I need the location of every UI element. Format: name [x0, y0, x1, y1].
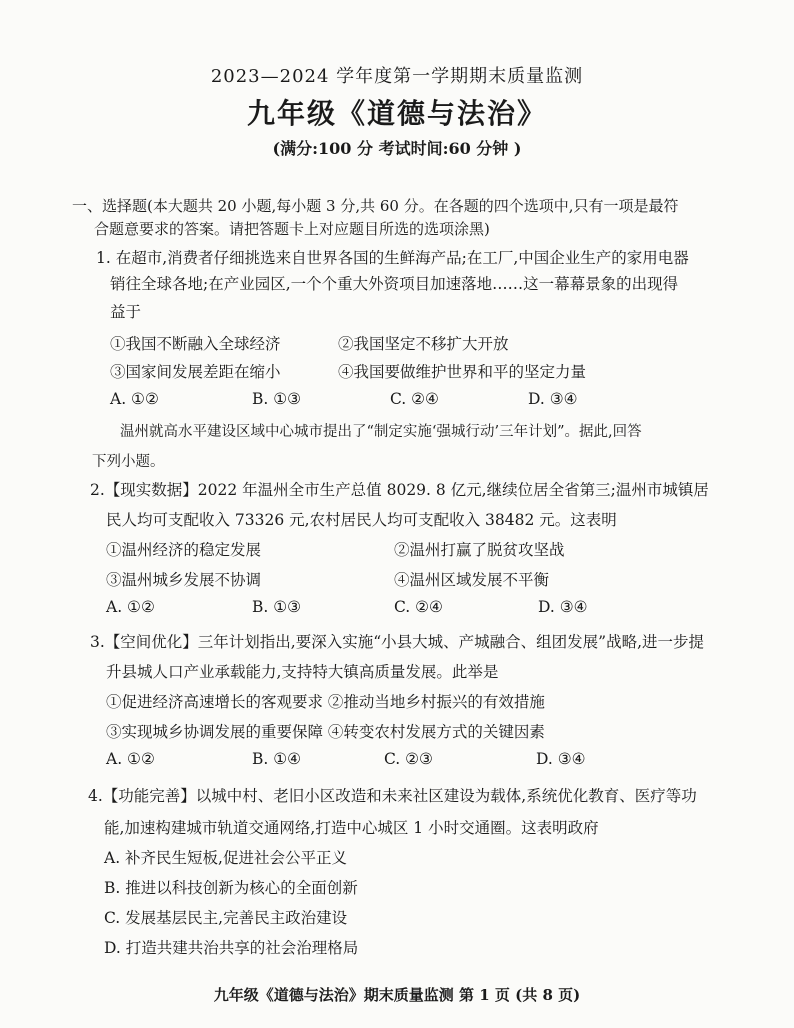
q3-choice-a: A. ①② [106, 750, 155, 768]
exam-meta: (满分:100 分 考试时间:60 分钟 ) [272, 139, 522, 158]
q2-option-1: ①温州经济的稳定发展 [106, 541, 262, 559]
q1-option-3: ③国家间发展差距在缩小 [110, 363, 281, 381]
q3-choice-c: C. ②③ [384, 750, 433, 768]
q4-stem-line2: 能,加速构建城市轨道交通网络,打造中心城区 1 小时交通圈。这表明政府 [104, 819, 599, 837]
q3-option-row1: ①促进经济高速增长的客观要求 ②推动当地乡村振兴的有效措施 [106, 693, 545, 711]
subject-title: 九年级《道德与法治》 [246, 97, 547, 130]
q1-option-1: ①我国不断融入全球经济 [110, 335, 281, 353]
material-line1: 温州就高水平建设区域中心城市提出了“制定实施‘强城行动’三年计划”。据此,回答 [120, 424, 642, 440]
q2-option-2: ②温州打赢了脱贫攻坚战 [394, 541, 565, 559]
q2-choice-b: B. ①③ [252, 598, 302, 616]
page-footer: 九年级《道德与法治》期末质量监测 第 1 页 (共 8 页) [213, 986, 581, 1004]
q1-option-2: ②我国坚定不移扩大开放 [338, 335, 509, 353]
q2-choice-d: D. ③④ [538, 598, 588, 616]
q1-option-4: ④我国要做维护世界和平的坚定力量 [338, 363, 587, 381]
q4-choice-a: A. 补齐民生短板,促进社会公平正义 [104, 849, 347, 867]
q2-choice-a: A. ①② [106, 598, 155, 616]
q3-option-row2: ③实现城乡协调发展的重要保障 ④转变农村发展方式的关键因素 [106, 723, 545, 741]
q4-choice-b: B. 推进以科技创新为核心的全面创新 [104, 879, 358, 897]
q2-stem-line2: 民人均可支配收入 73326 元,农村居民人均可支配收入 38482 元。这表明 [106, 511, 617, 529]
q2-stem-line1: 2.【现实数据】2022 年温州全市生产总值 8029. 8 亿元,继续位居全省第三;温州市城镇居 [90, 481, 709, 499]
q4-stem-line1: 4.【功能完善】以城中村、老旧小区改造和未来社区建设为载体,系统优化教育、医疗等功 [88, 787, 697, 805]
q2-option-4: ④温州区域发展不平衡 [394, 571, 550, 589]
section-heading: 一、选择题(本大题共 20 小题,每小题 3 分,共 60 分。在各题的四个选项中,只有一项是最符 [72, 197, 679, 215]
q1-stem-line2: 销往全球各地;在产业园区,一个个重大外资项目加速落地……这一幕幕景象的出现得 [110, 275, 679, 293]
section-heading-cont: 合题意要求的答案。请把答题卡上对应题目所选的选项涂黑) [94, 220, 490, 238]
material-line2: 下列小题。 [92, 454, 165, 470]
q1-choice-c: C. ②④ [390, 390, 439, 408]
q3-stem-line1: 3.【空间优化】三年计划指出,要深入实施“小县大城、产城融合、组团发展”战略,进一步提 [90, 633, 704, 651]
q2-choice-c: C. ②④ [394, 598, 443, 616]
q1-stem-line3: 益于 [110, 303, 142, 321]
q3-choice-b: B. ①④ [252, 750, 302, 768]
q4-choice-c: C. 发展基层民主,完善民主政治建设 [104, 909, 348, 927]
exam-term-title: 2023—2024 学年度第一学期期末质量监测 [210, 66, 584, 87]
q3-choice-d: D. ③④ [536, 750, 586, 768]
q1-stem-line1: 1. 在超市,消费者仔细挑选来自世界各国的生鲜海产品;在工厂,中国企业生产的家用电器 [96, 249, 689, 267]
q1-choice-a: A. ①② [110, 390, 159, 408]
q3-stem-line2: 升县城人口产业承载能力,支持特大镇高质量发展。此举是 [106, 663, 499, 681]
q1-choice-b: B. ①③ [252, 390, 302, 408]
q1-choice-d: D. ③④ [528, 390, 578, 408]
q4-choice-d: D. 打造共建共治共享的社会治理格局 [104, 939, 359, 957]
q2-option-3: ③温州城乡发展不协调 [106, 571, 262, 589]
